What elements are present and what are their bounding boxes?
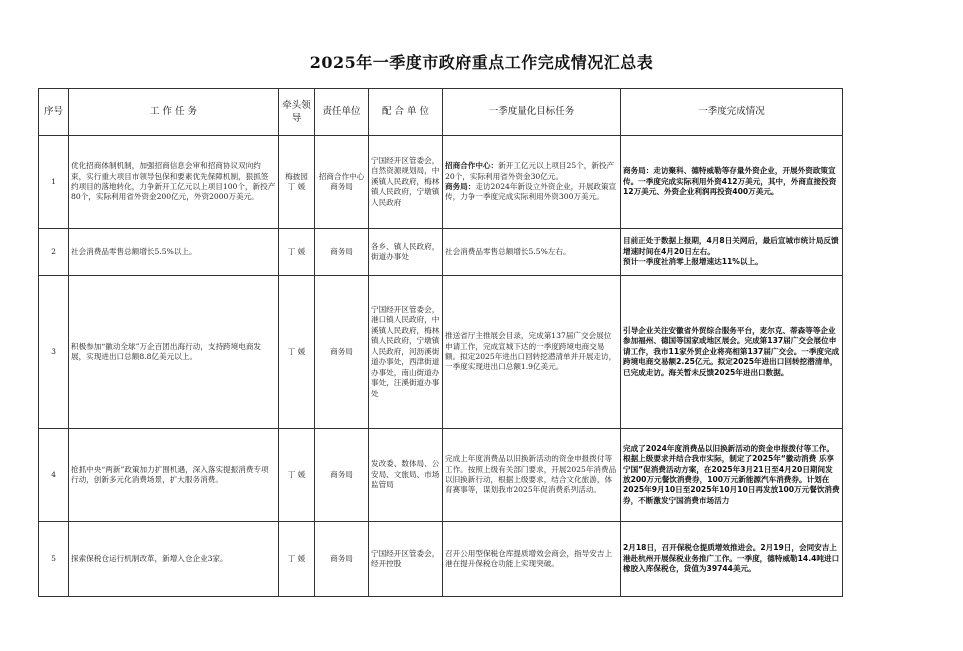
cell-lead: 丁 媛 <box>279 429 315 522</box>
cell-lead: 梅披园 丁 媛 <box>279 136 315 229</box>
cell-task: 积极参加“徽动全球”万企百团出海行动，支持跨境电商发展，实现进出口总额8.8亿美元以上。 <box>69 276 279 429</box>
cell-seq: 4 <box>39 429 69 522</box>
page-title: 2025年一季度市政府重点工作完成情况汇总表 <box>309 53 654 72</box>
cell-coop: 宁国经开区管委会，港口镇人民政府，中溪镇人民政府，梅林镇人民政府，宁墩镇人民政府，河沥溪街道办事处，西津街道办事处，南山街道办事处，汪溪街道办事处 <box>369 276 443 429</box>
cell-task: 社会消费品零售总额增长5.5%以上。 <box>69 229 279 276</box>
cell-lead: 丁 媛 <box>279 276 315 429</box>
cell-lead: 丁 媛 <box>279 229 315 276</box>
table-row <box>39 429 843 522</box>
cell-task: 抢抓中央“两新”政策加力扩围机遇，深入落实提振消费专项行动，创新多元化消费场景，扩大服务消费。 <box>69 429 279 522</box>
cell-done: 引导企业关注安徽省外贸综合服务平台，麦尔克、蒂森等等企业参加福州、德国等国家或地区展会。完成第137届广交会展位申请工作，我市11家外贸企业将亮相第137届广交会。一季度完成跨境电商交易额2.25亿元。拟定2025年进出口回转挖潜清单，已完成走访。海关暂未反馈2025年进出口数据。 <box>621 276 843 429</box>
cell-coop: 各乡、镇人民政府，街道办事处 <box>369 229 443 276</box>
table-row <box>39 522 843 597</box>
cell-done: 完成了2024年度消费品以旧换新活动的资金申报拨付等工作。根据上级要求并结合我市实际，制定了2025年“徽动消费 乐享宁国”促消费活动方案，在2025年3月21日至4月20日期间发放200万元餐饮消费券，100万元新能源汽车消费券。计划在2025年9月10日至2025年10月10日再发放100万元餐饮消费券，不断激发宁国消费市场活力 <box>621 429 843 522</box>
table-row <box>39 229 843 276</box>
cell-coop: 宁国经开区管委会，经开控股 <box>369 522 443 597</box>
cell-task: 探索保税仓运行机制改革，新增入仓企业3家。 <box>69 522 279 597</box>
header-target: 一季度量化目标任务 <box>443 89 621 136</box>
cell-lead: 丁 媛 <box>279 522 315 597</box>
header-seq: 序号 <box>39 89 69 136</box>
cell-target: 完成上年度消费品以旧换新活动的资金申报拨付等工作。按照上级有关部门要求，开展2025年消费品以旧换新行动，根据上级要求，结合文化旅游，体育赛事等，谋划我市2025年促消费系列活动。 <box>443 429 621 522</box>
summary-table <box>38 88 843 597</box>
cell-target <box>443 136 621 229</box>
cell-unit: 商务局 <box>315 429 369 522</box>
header-task: 工 作 任 务 <box>69 89 279 136</box>
cell-seq: 5 <box>39 522 69 597</box>
cell-unit: 招商合作中心 商务局 <box>315 136 369 229</box>
cell-seq: 2 <box>39 229 69 276</box>
header-lead: 牵头领导 <box>279 89 315 136</box>
table-row <box>39 136 843 229</box>
cell-unit: 商务局 <box>315 229 369 276</box>
cell-unit: 商务局 <box>315 276 369 429</box>
cell-task: 优化招商体制机制，加强招商信息会审和招商协议双向约束，实行重大项目市领导包保和要素优先保障机制，狠抓签约项目的落地转化，力争新开工亿元以上项目100个，新投产80个，实际利用省外资金200亿元，外资2000万美元。 <box>69 136 279 229</box>
table-header-row <box>39 89 843 136</box>
cell-coop: 宁国经开区管委会，自然资源规划局，中溪镇人民政府，梅林镇人民政府，宁墩镇人民政府 <box>369 136 443 229</box>
table-row <box>39 276 843 429</box>
cell-coop: 发改委、数体局、公安局、文旅局、市场监管局 <box>369 429 443 522</box>
target-text: 走访2024年新设立外资企业，开展政策宣传，力争一季度完成实际利用外资300万美元。 <box>445 182 617 202</box>
cell-unit: 商务局 <box>315 522 369 597</box>
cell-done: 目前正处于数据上报期，4月8日关网后，最后宣城市统计局反馈增速时间在4月20日左右。 预计一季度社消零上报增速达11%以上。 <box>621 229 843 276</box>
header-coop: 配 合 单 位 <box>369 89 443 136</box>
cell-target: 社会消费品零售总额增长5.5%左右。 <box>443 229 621 276</box>
cell-done: 商务局：走访聚科、德特威勒等存量外资企业，开展外资政策宣传。一季度完成实际利用外资412万美元，其中，外商直接投资12万美元、外资企业利润再投资400万美元。 <box>621 136 843 229</box>
header-unit: 责任单位 <box>315 89 369 136</box>
cell-seq: 1 <box>39 136 69 229</box>
header-done: 一季度完成情况 <box>621 89 843 136</box>
cell-seq: 3 <box>39 276 69 429</box>
target-label: 招商合作中心： <box>445 161 499 171</box>
target-label: 商务局： <box>445 182 476 191</box>
cell-target: 推送省厅主推展会目录，完成第137届广交会展位申请工作，完成宣城下达的一季度跨境电商交易额。拟定2025年进出口回转挖潜清单并开展走访，一季度实现进出口总额1.9亿美元。 <box>443 276 621 429</box>
target-text: 新开工亿元以上项目25个，新投产20个，实际利用省外资金30亿元。 <box>445 161 615 181</box>
cell-target: 召开公用型保税仓库提质增效会商会，指导安吉上港在提升保税仓功能上实现突破。 <box>443 522 621 597</box>
cell-done: 2月18日，召开保税仓提质增效推进会。2月19日，会同安吉上港赴杭州开展保税业务推广工作。一季度，德特威勒14.4吨进口橡胶入库保税仓，货值为39744美元。 <box>621 522 843 597</box>
